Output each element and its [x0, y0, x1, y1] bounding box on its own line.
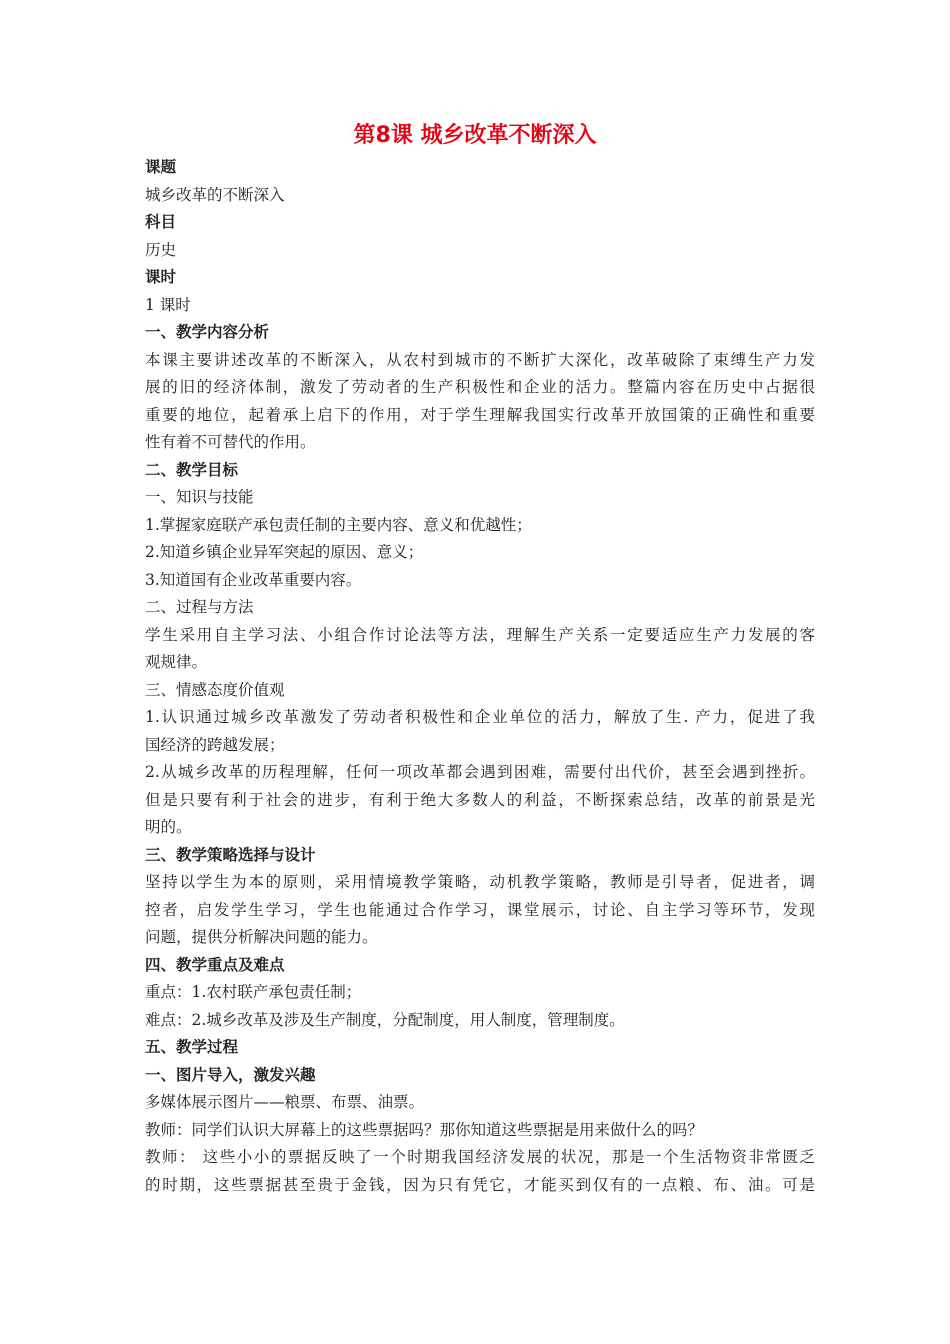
section-heading: 课题 [145, 158, 177, 176]
text-line: 1.掌握家庭联产承包责任制的主要内容、意义和优越性； [145, 515, 532, 534]
text-line: 控者，启发学生学习，学生也能通过合作学习，课堂展示，讨论、自主学习等环节，发现 [145, 900, 815, 919]
text-line: 城乡改革的不断深入 [145, 185, 285, 204]
text-line: 明的。 [145, 818, 192, 836]
section-heading: 四、教学重点及难点 [145, 955, 285, 974]
text-line: 2.从城乡改革的历程理解，任何一项改革都会遇到困难，需要付出代价，甚至会遇到挫折。 [145, 763, 815, 781]
text-line: 的时期，这些票据甚至贵于金钱，因为只有凭它，才能买到仅有的一点粮、布、油。可是 [145, 1175, 815, 1194]
text-line: 1.认识通过城乡改革激发了劳动者积极性和企业单位的活力，解放了生. 产力，促进了我 [145, 708, 815, 726]
text-line: 重点：1.农村联产承包责任制； [145, 983, 362, 1001]
text-line: 难点：2.城乡改革及涉及生产制度，分配制度，用人制度，管理制度。 [145, 1010, 625, 1029]
lesson-body [145, 154, 815, 1199]
lesson-title: 第8课 城乡改革不断深入 [353, 123, 597, 148]
text-line: 性有着不可替代的作用。 [145, 433, 316, 451]
text-line: 历史 [145, 240, 177, 259]
text-line: 坚持以学生为本的原则，采用情境教学策略，动机教学策略，教师是引导者，促进者，调 [145, 873, 815, 891]
text-line: 多媒体展示图片——粮票、布票、油票。 [145, 1093, 425, 1111]
text-line: 三、情感态度价值观 [145, 680, 285, 699]
text-line: 展的旧的经济体制，激发了劳动者的生产积极性和企业的活力。整篇内容在历史中占据很 [145, 378, 815, 396]
section-heading: 五、教学过程 [145, 1038, 239, 1056]
text-line: 观规律。 [145, 653, 208, 671]
text-line: 一、知识与技能 [145, 488, 254, 506]
text-line: 国经济的跨越发展； [145, 735, 285, 754]
text-line: 教师： 这些小小的票据反映了一个时期我国经济发展的状况，那是一个生活物资非常匮乏 [145, 1148, 815, 1166]
text-line: 学生采用自主学习法、小组合作讨论法等方法，理解生产关系一定要适应生产力发展的客 [145, 625, 815, 644]
section-heading: 课时 [145, 268, 177, 286]
text-line: 重要的地位，起着承上启下的作用，对于学生理解我国实行改革开放国策的正确性和重要 [145, 405, 815, 424]
text-line: 问题，提供分析解决问题的能力。 [145, 928, 378, 946]
text-line: 2.知道乡镇企业异军突起的原因、意义； [145, 543, 424, 561]
text-line: 但是只要有利于社会的进步，有利于绝大多数人的利益，不断探索总结，改革的前景是光 [145, 790, 815, 809]
text-line: 3.知道国有企业改革重要内容。 [145, 570, 362, 589]
section-heading: 二、教学目标 [145, 460, 239, 479]
text-line: 教师：同学们认识大屏幕上的这些票据吗？那你知道这些票据是用来做什么的吗？ [145, 1120, 704, 1139]
section-heading: 科目 [145, 213, 177, 231]
text-line: 二、过程与方法 [145, 598, 254, 616]
text-line: 本课主要讲述改革的不断深入，从农村到城市的不断扩大深化，改革破除了束缚生产力发 [145, 350, 815, 369]
section-heading: 一、教学内容分析 [145, 323, 270, 341]
section-heading: 一、图片导入，激发兴趣 [145, 1065, 316, 1084]
section-heading: 三、教学策略选择与设计 [145, 845, 316, 864]
text-line: 1 课时 [145, 295, 191, 314]
